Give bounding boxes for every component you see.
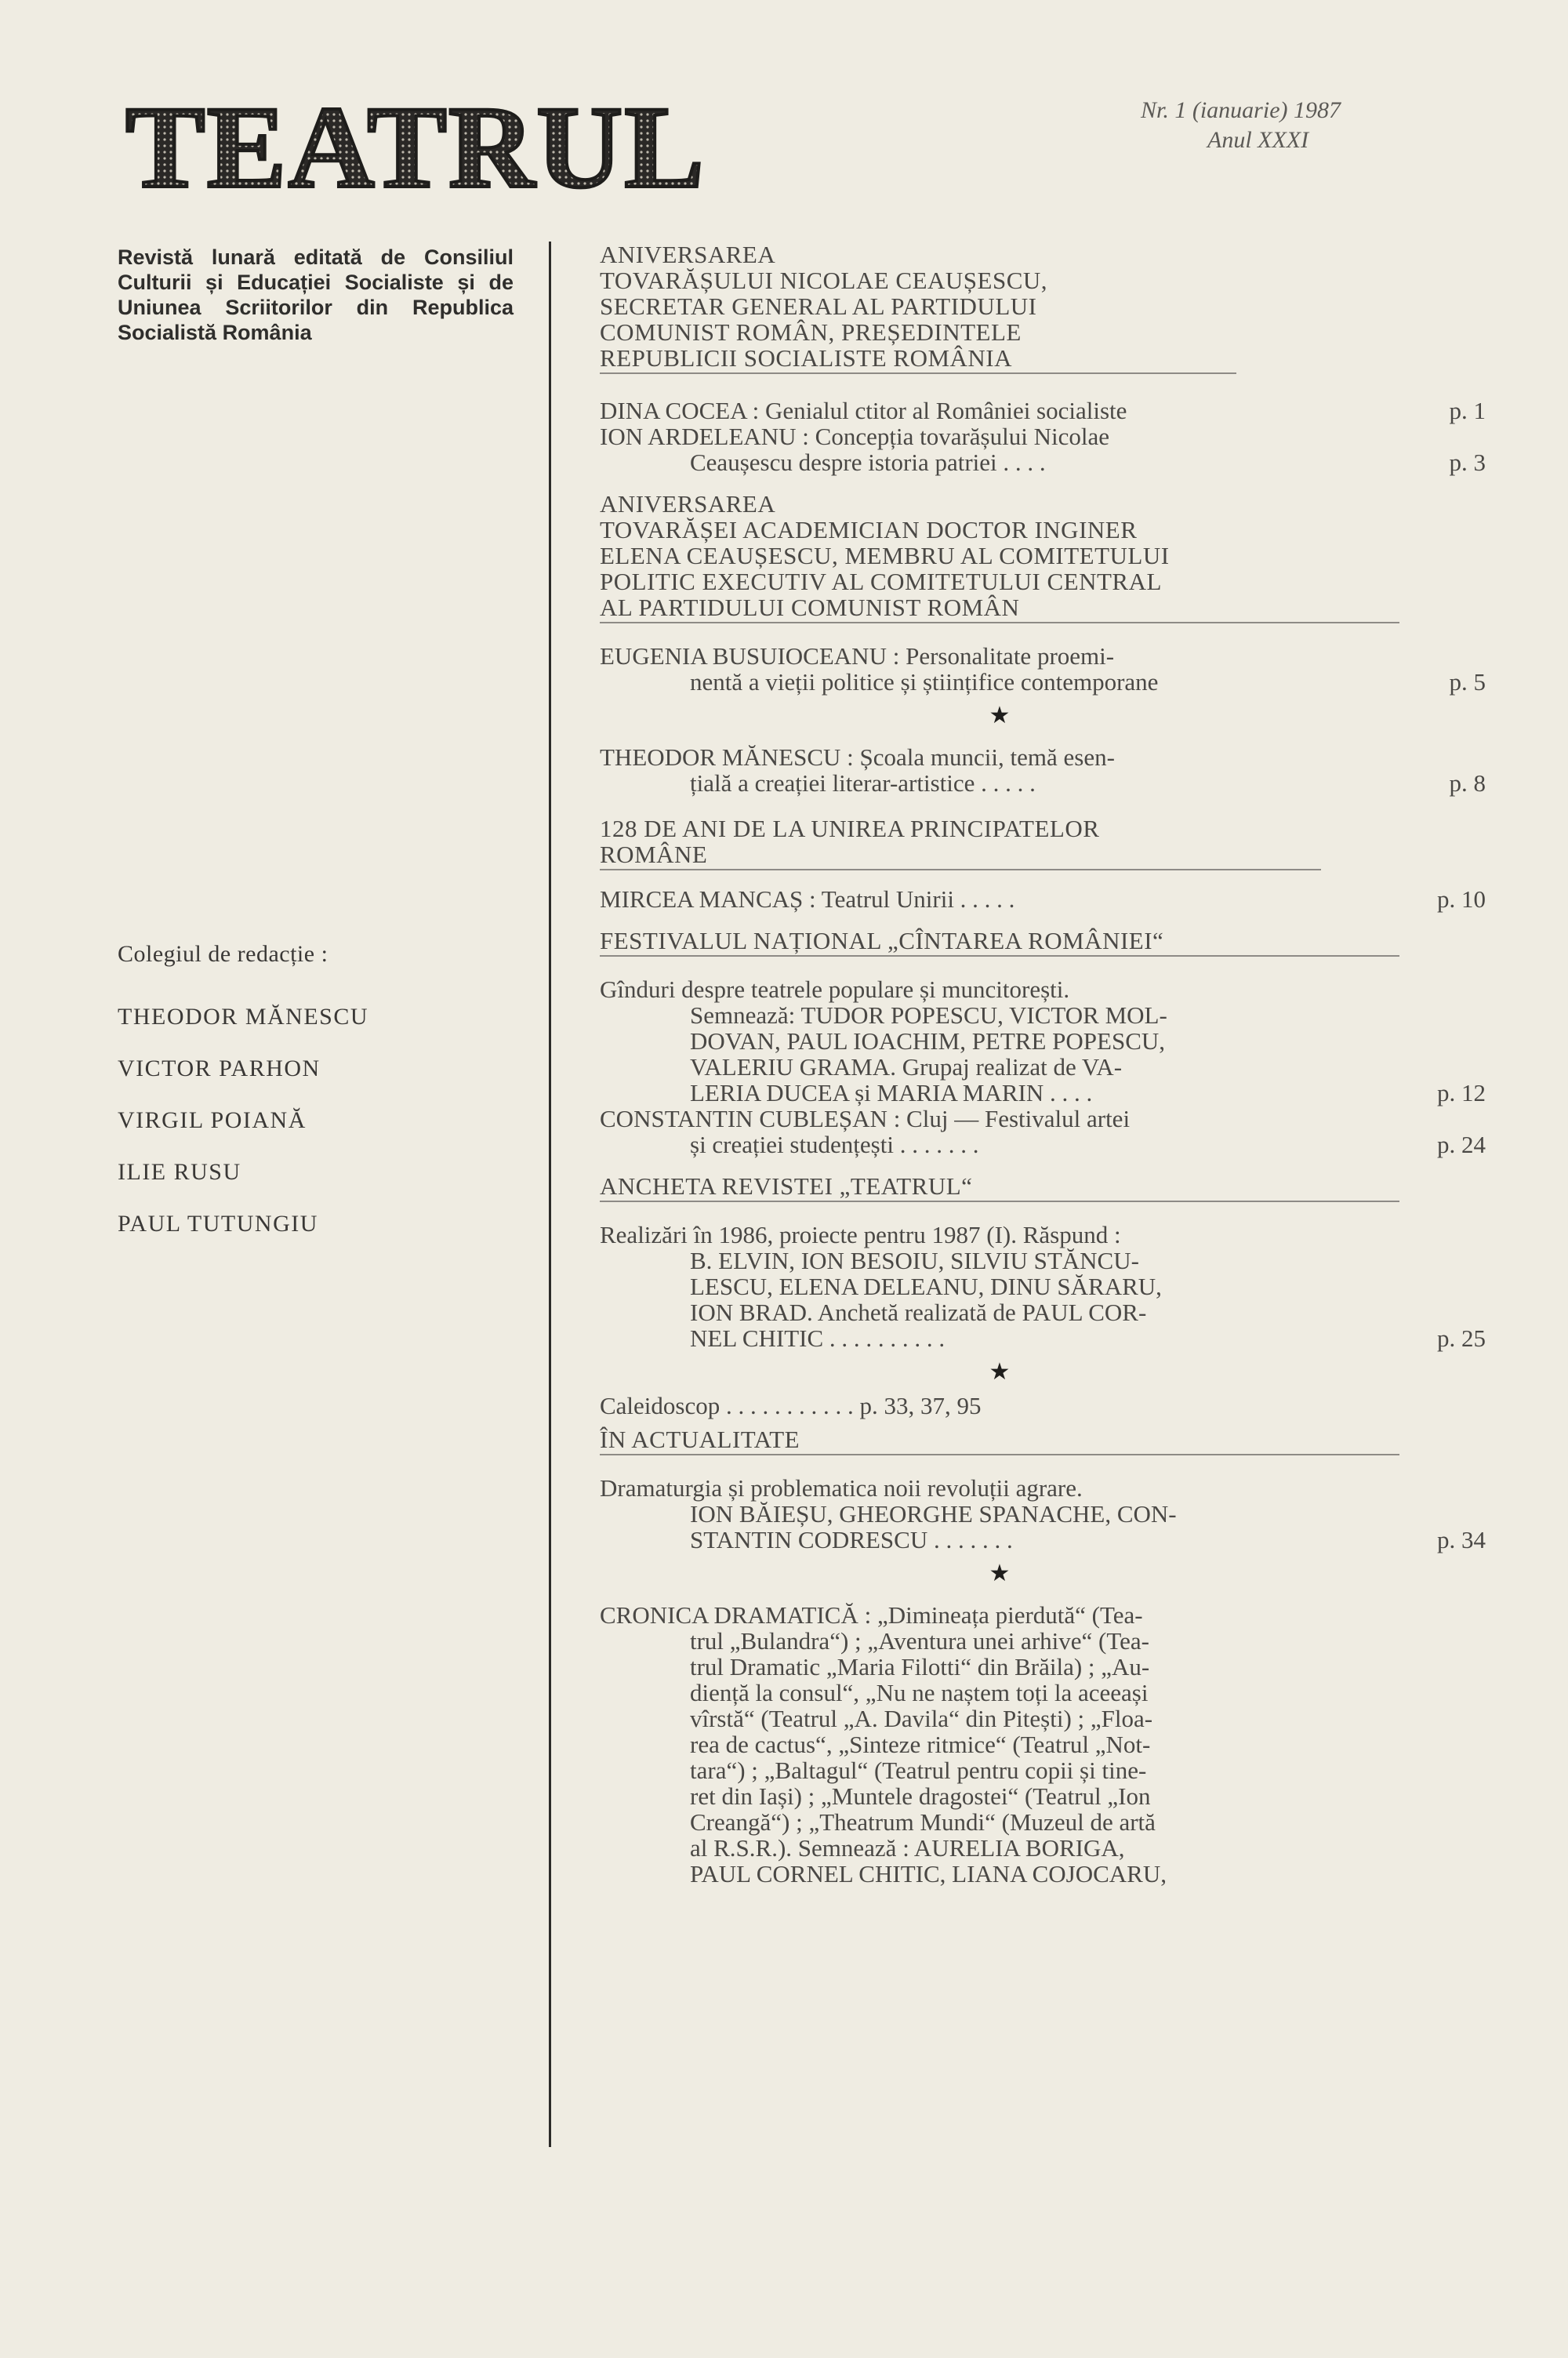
editorial-member: VIRGIL POIANĂ <box>118 1107 307 1133</box>
star-divider: ★ <box>989 1560 1011 1586</box>
table-of-contents <box>600 242 1486 1887</box>
editorial-member: VICTOR PARHON <box>118 1055 321 1081</box>
editorial-member: PAUL TUTUNGIU <box>118 1211 318 1237</box>
editorial-member: ILIE RUSU <box>118 1159 241 1185</box>
toc-entry: Caleidoscop . . . . . . . . . . . p. 33, 37, 95 <box>600 1392 982 1419</box>
section-heading: ÎN ACTUALITATE <box>600 1426 1486 1455</box>
toc-entry: CONSTANTIN CUBLEȘAN : Cluj — Festivalul artei și creației studențești . . . . . . . p. 24 <box>600 1105 1486 1158</box>
star-divider: ★ <box>989 703 1011 728</box>
publisher-note: Revistă lunară editată de Consiliul Culturii și Educației Socialiste și de Uniunea Scriitorilor din Republica Socialistă România <box>118 245 514 344</box>
editorial-heading: Colegiul de redacție : <box>118 941 328 967</box>
column-divider <box>549 242 551 2147</box>
section-heading: FESTIVALUL NAȚIONAL „CÎNTAREA ROMÂNIEI“ <box>600 928 1486 957</box>
toc-entry: EUGENIA BUSUIOCEANU : Personalitate proemi- nentă a vieții politice și științifice contemporane p. 5 <box>600 642 1486 696</box>
toc-entry: MIRCEA MANCAȘ : Teatrul Unirii . . . . . p. 10 <box>600 885 1486 913</box>
editorial-board <box>118 941 514 1250</box>
section-heading: ANIVERSAREA TOVARĂȘULUI NICOLAE CEAUȘESCU, SECRETAR GENERAL AL PARTIDULUI COMUNIST ROMÂN, PREȘEDINTELE REPUBLICII SOCIALISTE ROMÂNIA <box>600 242 1486 374</box>
svg-text:TEATRUL: TEATRUL <box>125 93 706 202</box>
issue-year: Anul XXXI <box>1207 127 1309 153</box>
masthead-logo <box>118 93 713 202</box>
toc-entry: Dramaturgia și problematica noii revoluții agrare. ION BĂIEȘU, GHEORGHE SPANACHE, CON- STANTIN CODRESCU . . . . . . . p. 34 <box>600 1474 1486 1553</box>
editorial-member: THEODOR MĂNESCU <box>118 1004 369 1030</box>
toc-entry: ION ARDELEANU : Concepția tovarășului Nicolae Ceaușescu despre istoria patriei . . . . p. 3 <box>600 423 1486 476</box>
toc-entry: DINA COCEA : Genialul ctitor al României socialiste p. 1 <box>600 397 1486 424</box>
toc-entry: THEODOR MĂNESCU : Școala muncii, temă esen- țială a creației literar-artistice . . . . . p. 8 <box>600 743 1486 797</box>
toc-entry: Realizări în 1986, proiecte pentru 1987 (I). Răspund : B. ELVIN, ION BESOIU, SILVIU STĂNCU- LESCU, ELENA DELEANU, DINU SĂRARU, ION BRAD. Anchetă realizată de PAUL COR- NEL CHITIC . . . . . . . . . . p. 25 <box>600 1221 1486 1352</box>
issue-info <box>1141 96 1470 155</box>
toc-entry: Gînduri despre teatrele populare și muncitorești. Semnează: TUDOR POPESCU, VICTOR MOL- DOVAN, PAUL IOACHIM, PETRE POPESCU, VALERIU GRAMA. Grupaj realizat de VA- LERIA DUCEA și MARIA MARIN . . . . p. 12 <box>600 976 1486 1106</box>
issue-number: Nr. 1 (ianuarie) 1987 <box>1141 97 1341 123</box>
section-heading: ANCHETA REVISTEI „TEATRUL“ <box>600 1173 1486 1202</box>
star-divider: ★ <box>989 1359 1011 1385</box>
section-heading: ANIVERSAREA TOVARĂȘEI ACADEMICIAN DOCTOR INGINER ELENA CEAUȘESCU, MEMBRU AL COMITETULUI POLITIC EXECUTIV AL COMITETULUI CENTRAL AL PARTIDULUI COMUNIST ROMÂN <box>600 491 1486 623</box>
toc-entry: CRONICA DRAMATICĂ : „Dimineața pierdută“ (Tea- trul „Bulandra“) ; „Aventura unei arhive“ (Tea- trul Dramatic „Maria Filotti“ din Brăila) ; „Au- diență la consul“, „Nu ne naștem toți la aceeași vîrstă“ (Teatrul „A. Davila“ din Pitești) ; „Floa- rea de cactus“, „Sinteze ritmice“ (Teatrul „Not- tara“) ; „Baltagul“ (Teatrul pentru copii și tine- ret din Iași) ; „Muntele dragostei“ (Teatrul „Ion Creangă“) ; „Theatrum Mundi“ (Muzeul de artă al R.S.R.). Semnează : AURELIA BORIGA, PAUL CORNEL CHITIC, LIANA COJOCARU, <box>600 1601 1167 1887</box>
section-heading: 128 DE ANI DE LA UNIREA PRINCIPATELOR ROMÂNE <box>600 816 1486 870</box>
